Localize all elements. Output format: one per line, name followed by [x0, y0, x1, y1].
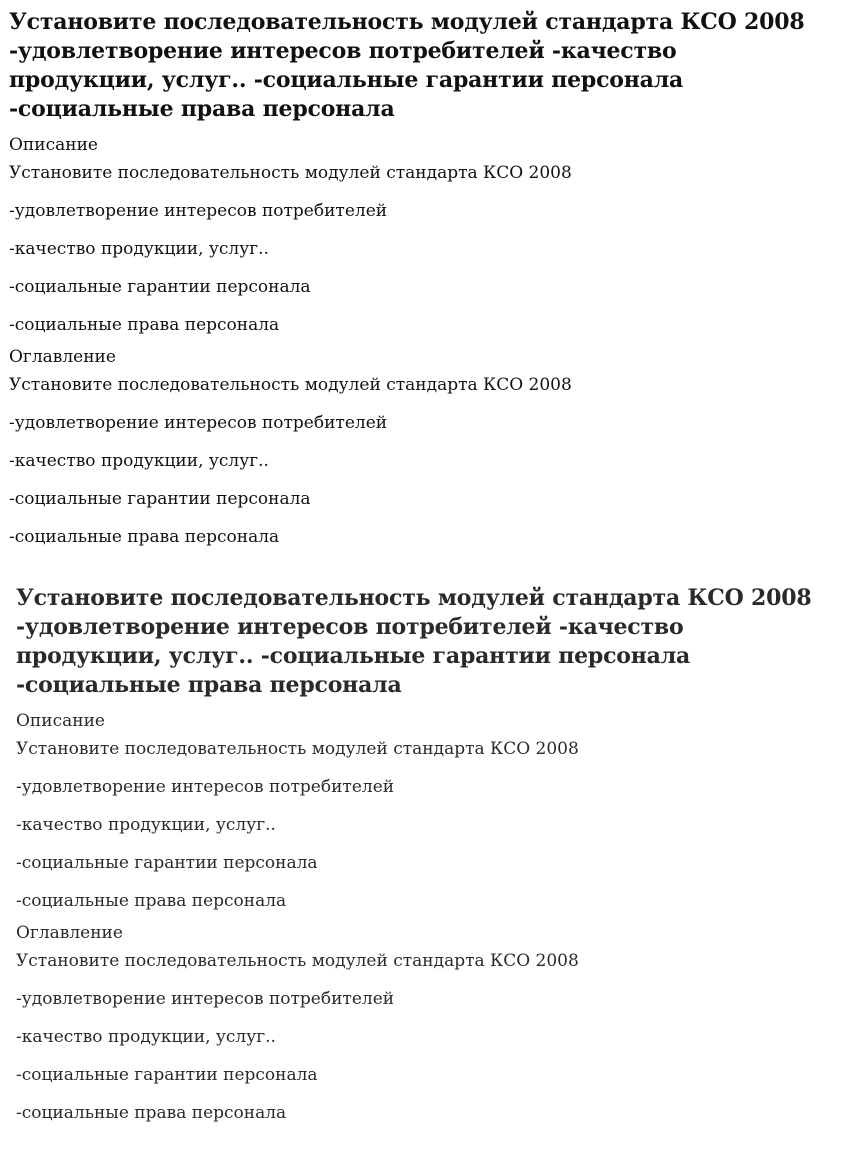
toc-line: -качество продукции, услуг.. [16, 1027, 276, 1047]
toc-line: -социальные гарантии персонала [9, 489, 311, 509]
question-block-1 [0, 0, 847, 548]
question-title: Установите последовательность модулей стандарта КСО 2008 -удовлетворение интересов потребителей -качество продукции, услуг.. -социальные гарантии персонала -социальные права персонала [9, 9, 805, 122]
toc-line: -социальные гарантии персонала [16, 1065, 318, 1085]
description-line: -удовлетворение интересов потребителей [16, 777, 395, 797]
description-lines [16, 738, 847, 912]
toc-line: Установите последовательность модулей стандарта КСО 2008 [9, 375, 572, 395]
toc-label: Оглавление [16, 923, 123, 943]
toc-line: -социальные права персонала [16, 1103, 287, 1123]
toc-label: Оглавление [9, 347, 116, 367]
description-line: -социальные гарантии персонала [16, 853, 318, 873]
toc-lines [16, 950, 847, 1124]
description-label: Описание [9, 135, 98, 155]
toc-line: -качество продукции, услуг.. [9, 451, 269, 471]
question-title: Установите последовательность модулей стандарта КСО 2008 -удовлетворение интересов потребителей -качество продукции, услуг.. -социальные гарантии персонала -социальные права персонала [16, 585, 812, 698]
description-line: -социальные права персонала [16, 891, 287, 911]
toc-line: Установите последовательность модулей стандарта КСО 2008 [16, 951, 579, 971]
description-lines [9, 162, 847, 336]
toc-lines [9, 374, 847, 548]
toc-line: -удовлетворение интересов потребителей [16, 989, 395, 1009]
toc-line: -удовлетворение интересов потребителей [9, 413, 388, 433]
toc-line: -социальные права персонала [9, 527, 280, 547]
description-line: -качество продукции, услуг.. [9, 239, 269, 259]
description-line: Установите последовательность модулей стандарта КСО 2008 [9, 163, 572, 183]
description-label: Описание [16, 711, 105, 731]
description-line: -удовлетворение интересов потребителей [9, 201, 388, 221]
description-line: -качество продукции, услуг.. [16, 815, 276, 835]
description-line: Установите последовательность модулей стандарта КСО 2008 [16, 739, 579, 759]
description-line: -социальные гарантии персонала [9, 277, 311, 297]
question-block-2 [0, 576, 847, 1124]
description-line: -социальные права персонала [9, 315, 280, 335]
